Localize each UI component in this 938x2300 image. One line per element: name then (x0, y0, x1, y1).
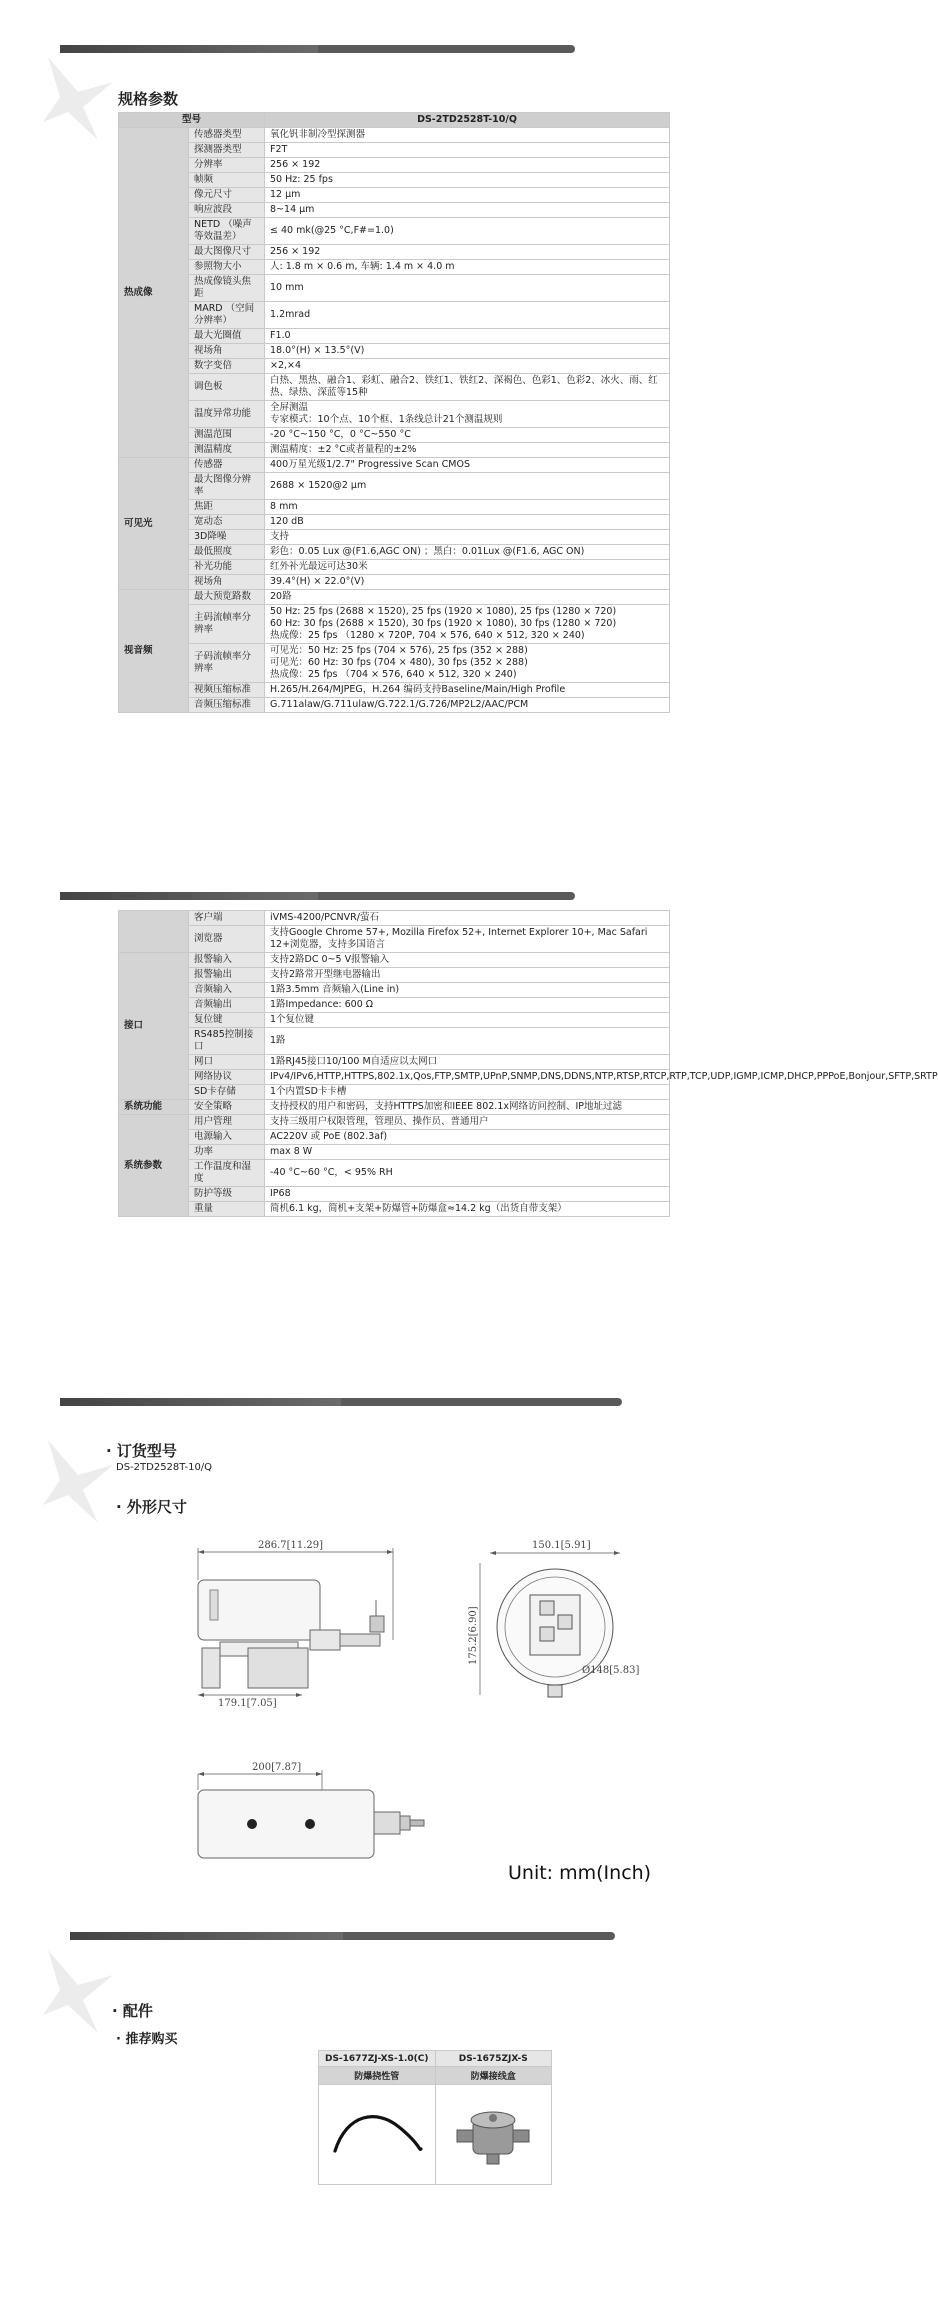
unit-label: Unit: mm(Inch) (508, 1862, 652, 1884)
spec-group-label: 热成像 (119, 128, 189, 458)
spec-label: 传感器 (189, 458, 265, 473)
dim-bottom-length: 179.1[7.05] (218, 1698, 277, 1709)
spec-value: 256 × 192 (265, 158, 670, 173)
spec-value: 20路 (265, 590, 670, 605)
spec-row (119, 545, 670, 560)
spec-value: 8~14 μm (265, 203, 670, 218)
spec-row (119, 515, 670, 530)
spec-label: 主码流帧率分辨率 (189, 605, 265, 644)
spec-label: 复位键 (189, 1013, 265, 1028)
spec-value: 1路3.5mm 音频输入(Line in) (265, 983, 670, 998)
spec-header-model-label: 型号 (119, 113, 265, 128)
spec-value: 50 Hz: 25 fps (2688 × 1520), 25 fps (1920 × 1080), 25 fps (1280 × 720) 60 Hz: 30 fps (2688 × 1520), 30 fps (1920 × 1080), 30 fps (1280 × 720) 热成像：25 fps （1280 × 720P, 704 × 576, 640 × 512, 320 × 240) (265, 605, 670, 644)
spec-table-interface (118, 910, 938, 1217)
spec-label: 安全策略 (189, 1100, 265, 1115)
spec-row (119, 926, 670, 953)
spec-label: 热成像镜头焦距 (189, 275, 265, 302)
spec-value: 支持 (265, 530, 670, 545)
spec-value: 1个复位键 (265, 1013, 670, 1028)
spec-label: MARD （空间分辨率） (189, 302, 265, 329)
spec-label: 参照物大小 (189, 260, 265, 275)
spec-group-label: 可见光 (119, 458, 189, 590)
spec-row (119, 500, 670, 515)
dim-side-length: 200[7.87] (252, 1762, 302, 1773)
spec-group-label: 视音频 (119, 590, 189, 713)
spec-value: 120 dB (265, 515, 670, 530)
order-model-number: DS-2TD2528T-10/Q (116, 1462, 213, 1473)
spec-header-row (119, 113, 670, 128)
spec-value: 2688 × 1520@2 μm (265, 473, 670, 500)
spec-label: 电源输入 (189, 1130, 265, 1145)
spec-section-title: 规格参数 (118, 90, 179, 108)
spec-row (119, 1187, 670, 1202)
spec-value: IPv4/IPv6,HTTP,HTTPS,802.1x,Qos,FTP,SMTP,UPnP,SNMP,DNS,DDNS,NTP,RTSP,RTCP,RTP,TCP,UDP,IGMP,ICMP,DHCP,PPPoE,Bonjour,SFTP,SRTP (265, 1070, 670, 1085)
spec-label: 音频压缩标准 (189, 698, 265, 713)
spec-value: 8 mm (265, 500, 670, 515)
spec-row (119, 968, 670, 983)
spec-label: 帧频 (189, 173, 265, 188)
spec-label: NETD （噪声等效温差） (189, 218, 265, 245)
spec-label: 客户端 (189, 911, 265, 926)
spec-value: 可见光：50 Hz: 25 fps (704 × 576), 25 fps (352 × 288) 可见光：60 Hz: 30 fps (704 × 480), 30 fps (352 × 288) 热成像：25 fps （704 × 576, 640 × 512, 320 × 240) (265, 644, 670, 683)
camera-side-view-drawing (190, 1530, 440, 1710)
spec-value: 1路Impedance: 600 Ω (265, 998, 670, 1013)
order-model-title: · 订货型号 (106, 1442, 177, 1460)
spec-row (119, 374, 670, 401)
spec-row (119, 128, 670, 143)
spec-row (119, 173, 670, 188)
spec-value: 1路RJ45接口10/100 M自适应以太网口 (265, 1055, 670, 1070)
spec-row (119, 590, 670, 605)
spec-row (119, 575, 670, 590)
spec-row (119, 698, 670, 713)
spec-row (119, 344, 670, 359)
spec-row (119, 1085, 670, 1100)
junction-box-image (443, 2098, 543, 2168)
spec-row (119, 1145, 670, 1160)
spec-value: G.711alaw/G.711ulaw/G.722.1/G.726/MP2L2/AAC/PCM (265, 698, 670, 713)
spec-row (119, 401, 670, 428)
spec-row (119, 245, 670, 260)
dim-front-diameter: Ø148[5.83] (582, 1665, 640, 1676)
spec-value: 18.0°(H) × 13.5°(V) (265, 344, 670, 359)
accessories-table (318, 2050, 552, 2185)
spec-row (119, 644, 670, 683)
spec-row (119, 1160, 670, 1187)
spec-value: 彩色：0.05 Lux @(F1.6,AGC ON) ；黑白：0.01Lux @(F1.6, AGC ON) (265, 545, 670, 560)
spec-value: AC220V 或 PoE (802.3af) (265, 1130, 670, 1145)
spec-row (119, 683, 670, 698)
spec-label: 宽动态 (189, 515, 265, 530)
spec-value: 1个内置SD卡卡槽 (265, 1085, 670, 1100)
spec-label: 网络协议 (189, 1070, 265, 1085)
spec-label: 视场角 (189, 575, 265, 590)
spec-label: 浏览器 (189, 926, 265, 953)
spec-value: 400万星光级1/2.7" Progressive Scan CMOS (265, 458, 670, 473)
spec-row (119, 359, 670, 374)
spec-row (119, 605, 670, 644)
spec-label: 最大图像分辨率 (189, 473, 265, 500)
spec-value: ≤ 40 mk(@25 °C,F#=1.0) (265, 218, 670, 245)
spec-value: 支持2路常开型继电器输出 (265, 968, 670, 983)
spec-value: 测温精度：±2 °C或者量程的±2% (265, 443, 670, 458)
section-divider-bar (60, 892, 575, 900)
spec-row (119, 302, 670, 329)
spec-value: IP68 (265, 1187, 670, 1202)
spec-row (119, 983, 670, 998)
spec-label: RS485控制接口 (189, 1028, 265, 1055)
spec-value: H.265/H.264/MJPEG，H.264 编码支持Baseline/Main/High Profile (265, 683, 670, 698)
spec-value: 支持2路DC 0~5 V报警输入 (265, 953, 670, 968)
spec-label: 功率 (189, 1145, 265, 1160)
spec-row (119, 1202, 670, 1217)
spec-table-main (118, 112, 670, 713)
spec-value: 39.4°(H) × 22.0°(V) (265, 575, 670, 590)
spec-value: 支持授权的用户和密码，支持HTTPS加密和IEEE 802.1x网络访问控制、IP地址过滤 (265, 1100, 670, 1115)
dimension-title: · 外形尺寸 (116, 1498, 187, 1516)
spec-value: 50 Hz: 25 fps (265, 173, 670, 188)
section-divider-bar (70, 1932, 615, 1940)
spec-label: 报警输出 (189, 968, 265, 983)
spec-value: -20 °C~150 °C，0 °C~550 °C (265, 428, 670, 443)
spec-label: 工作温度和湿度 (189, 1160, 265, 1187)
spec-value: 支持三级用户权限管理，管理员、操作员、普通用户 (265, 1115, 670, 1130)
spec-row (119, 1115, 670, 1130)
section-divider-bar (60, 45, 575, 53)
spec-label: 响应波段 (189, 203, 265, 218)
spec-row (119, 1055, 670, 1070)
accessory-name: 防爆接线盒 (435, 2067, 552, 2085)
spec-row (119, 158, 670, 173)
accessories-title: · 配件 (112, 2002, 153, 2020)
spec-row (119, 998, 670, 1013)
spec-label: 报警输入 (189, 953, 265, 968)
spec-row (119, 1130, 670, 1145)
spec-row (119, 1028, 670, 1055)
spec-label: 补光功能 (189, 560, 265, 575)
spec-header-model-value: DS-2TD2528T-10/Q (265, 113, 670, 128)
spec-label: 焦距 (189, 500, 265, 515)
dim-front-height: 175.2[6.90] (468, 1606, 479, 1665)
spec-value: 氧化钒非制冷型探测器 (265, 128, 670, 143)
spec-value: 12 μm (265, 188, 670, 203)
spec-row (119, 1013, 670, 1028)
spec-row (119, 1100, 670, 1115)
spec-value: 10 mm (265, 275, 670, 302)
spec-value: 1路 (265, 1028, 670, 1055)
spec-value: 红外补光最远可达30米 (265, 560, 670, 575)
spec-group-label: 接口 (119, 953, 189, 1100)
camera-top-view-drawing (190, 1762, 440, 1882)
spec-row (119, 260, 670, 275)
spec-value: 人: 1.8 m × 0.6 m, 车辆: 1.4 m × 4.0 m (265, 260, 670, 275)
spec-label: 3D降噪 (189, 530, 265, 545)
spec-row (119, 458, 670, 473)
spec-value: 全屏测温 专家模式：10个点、10个框、1条线总计21个测温规则 (265, 401, 670, 428)
spec-label: 音频输入 (189, 983, 265, 998)
spec-label: 测温精度 (189, 443, 265, 458)
decorative-star-shape (38, 52, 118, 142)
spec-row (119, 473, 670, 500)
spec-label: 子码流帧率分辨率 (189, 644, 265, 683)
accessory-image-cell (319, 2085, 436, 2185)
spec-row (119, 560, 670, 575)
spec-row (119, 143, 670, 158)
spec-value: 简机6.1 kg，简机+支架+防爆管+防爆盒≈14.2 kg（出货自带支架） (265, 1202, 670, 1217)
spec-group-label: 系统参数 (119, 1115, 189, 1217)
spec-group-label: 系统功能 (119, 1100, 189, 1115)
recommended-title: · 推荐购买 (116, 2032, 178, 2047)
spec-row (119, 530, 670, 545)
decorative-star-shape (38, 1945, 118, 2035)
spec-label: 数字变倍 (189, 359, 265, 374)
spec-label: 网口 (189, 1055, 265, 1070)
spec-label: 温度异常功能 (189, 401, 265, 428)
spec-value: 白热、黑热、融合1、彩虹、融合2、铁红1、铁红2、深褐色、色彩1、色彩2、冰火、雨、红热、绿热、深蓝等15种 (265, 374, 670, 401)
spec-value: -40 °C~60 °C，< 95% RH (265, 1160, 670, 1187)
spec-row (119, 1070, 670, 1085)
spec-label: 调色板 (189, 374, 265, 401)
accessory-model: DS-1675ZJX-S (435, 2051, 552, 2067)
spec-row (119, 275, 670, 302)
spec-value: 支持Google Chrome 57+, Mozilla Firefox 52+, Internet Explorer 10+, Mac Safari 12+浏览器，支持多国语言 (265, 926, 670, 953)
spec-label: 最大图像尺寸 (189, 245, 265, 260)
accessory-model: DS-1677ZJ-XS-1.0(C) (319, 2051, 436, 2067)
spec-label: 测温范围 (189, 428, 265, 443)
spec-row (119, 953, 670, 968)
spec-label: 最低照度 (189, 545, 265, 560)
spec-row (119, 428, 670, 443)
spec-value: F1.0 (265, 329, 670, 344)
spec-value: max 8 W (265, 1145, 670, 1160)
spec-label: 音频输出 (189, 998, 265, 1013)
spec-label: 最大光圈值 (189, 329, 265, 344)
spec-label: 视频压缩标准 (189, 683, 265, 698)
spec-label: SD卡存储 (189, 1085, 265, 1100)
spec-label: 分辨率 (189, 158, 265, 173)
spec-row (119, 188, 670, 203)
dim-front-width: 150.1[5.91] (532, 1540, 591, 1551)
spec-label: 像元尺寸 (189, 188, 265, 203)
spec-group-label (119, 911, 189, 953)
spec-label: 探测器类型 (189, 143, 265, 158)
camera-front-view-drawing (470, 1535, 640, 1715)
spec-value: ×2,×4 (265, 359, 670, 374)
spec-row (119, 218, 670, 245)
flexible-conduit-image (327, 2103, 427, 2163)
spec-row (119, 203, 670, 218)
spec-row (119, 911, 670, 926)
spec-label: 用户管理 (189, 1115, 265, 1130)
spec-label: 视场角 (189, 344, 265, 359)
spec-label: 最大预览路数 (189, 590, 265, 605)
spec-row (119, 329, 670, 344)
accessory-name: 防爆挠性管 (319, 2067, 436, 2085)
spec-value: 256 × 192 (265, 245, 670, 260)
spec-value: F2T (265, 143, 670, 158)
dim-top-length: 286.7[11.29] (258, 1540, 324, 1551)
spec-value: iVMS-4200/PCNVR/萤石 (265, 911, 670, 926)
spec-row (119, 443, 670, 458)
spec-label: 防护等级 (189, 1187, 265, 1202)
section-divider-bar (60, 1398, 622, 1406)
accessory-image-cell (435, 2085, 552, 2185)
spec-label: 重量 (189, 1202, 265, 1217)
spec-value: 1.2mrad (265, 302, 670, 329)
spec-label: 传感器类型 (189, 128, 265, 143)
